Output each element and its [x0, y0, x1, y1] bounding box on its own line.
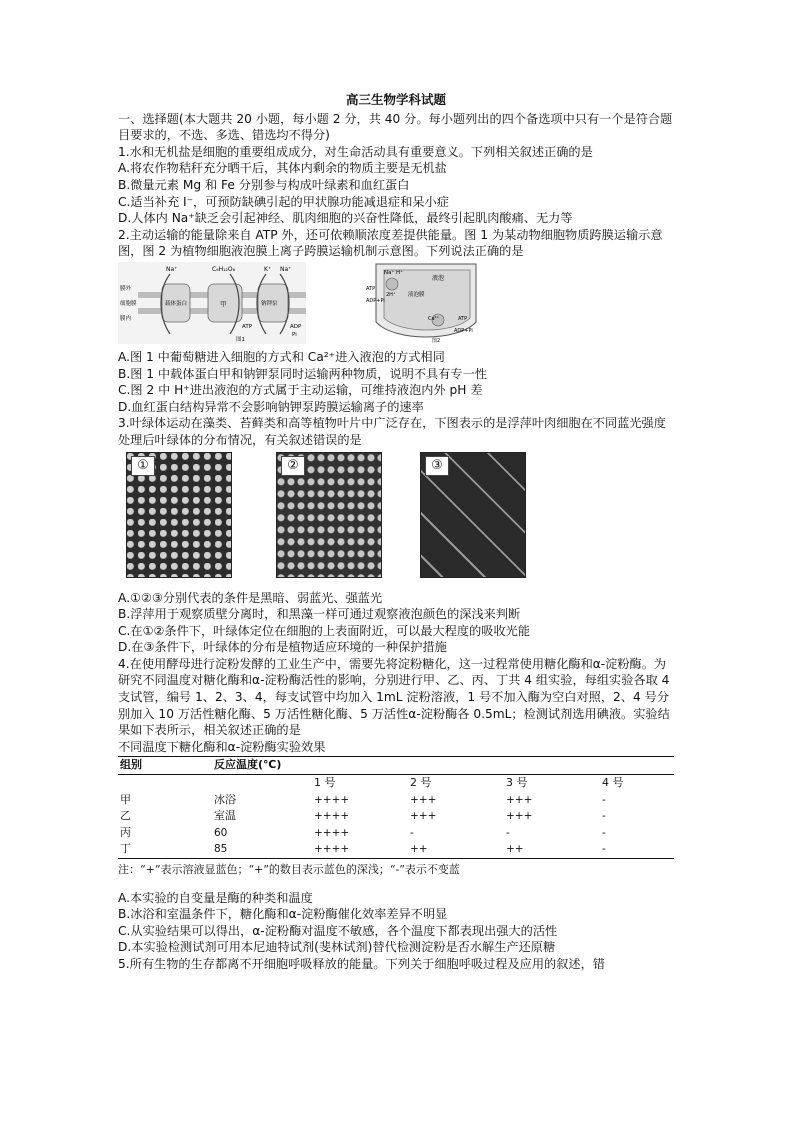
cell-tube-1: ++++ [312, 841, 408, 858]
cell-tube-1: ++++ [314, 810, 350, 823]
section-intro: 一、选择题(本大题共 20 小题，每小题 2 分，共 40 分。每小题列出的四个备选项中只有一个是符合题目要求的，不选、多选、错选均不得分) [118, 111, 673, 143]
question-3 [118, 415, 674, 656]
option-a: A.将农作物秸秆充分晒干后，其体内剩余的物质主要是无机盐 [118, 161, 447, 176]
option-b: B.图 1 中载体蛋白甲和钠钾泵同时运输两种物质，说明不具有专一性 [118, 366, 487, 381]
cell-tube-4: - [600, 841, 674, 858]
option-b: B.微量元素 Mg 和 Fe 分别参与构成叶绿素和血红蛋白 [118, 177, 410, 192]
label-na-2: Na⁺ [280, 265, 292, 273]
option-a: A.本实验的自变量是酶的种类和温度 [118, 890, 313, 905]
figure-2-caption: 图2 [432, 337, 441, 344]
cell-tube-3: - [506, 826, 510, 839]
label-na: Na⁺ [384, 269, 395, 276]
question-stem: 4.在使用酵母进行淀粉发酵的工业生产中，需要先将淀粉糖化，这一过程常使用糖化酶和α-淀粉酶。为研究不同温度对糖化酶和α-淀粉酶活性的影响，分别进行甲、乙、丙、丁共 4 组实验，每组实验各取 4 支试管，编号 1、2、3、4，每支试管中均加入 1mL 淀粉溶液，1 号不加入酶为空白对照，2、4 号分别加入 10 万活性糖化酶、5 万活性糖化酶、5 万活性α-淀粉酶各 0.5mL；检测试剂选用碘液。实验结果如下表所示，相关叙述正确的是 [118, 656, 670, 738]
label-vacuole: 液泡 [432, 274, 445, 282]
cell-tube-2: +++ [410, 793, 437, 806]
cell-temp: 冰浴 [214, 792, 236, 806]
page-title: 高三生物学科试题 [345, 92, 446, 107]
option-c: C.图 2 中 H⁺进出液泡的方式属于主动运输，可维持液泡内外 pH 差 [118, 383, 483, 398]
option-d: D.人体内 Na⁺缺乏会引起神经、肌肉细胞的兴奋性降低，最终引起肌肉酸痛、无力等 [118, 211, 573, 226]
cell-group: 丙 [120, 825, 131, 839]
figure-row [118, 262, 674, 346]
question-stem: 3.叶绿体运动在藻类、苔藓类和高等植物叶片中广泛存在，下图表示的是浮萍叶肉细胞在不同蓝光强度处理后叶绿体的分布情况，有关叙述错误的是 [118, 416, 666, 447]
label-pump: 钠钾泵 [261, 300, 278, 307]
header-tube-3: 3 号 [506, 776, 528, 790]
option-a: A.①②③分别代表的条件是黑暗、弱蓝光、强蓝光 [118, 590, 383, 605]
panel-label: ② [281, 456, 305, 476]
label-adp-2: ADP+Pi [454, 327, 473, 334]
label-atp-2: ATP [458, 315, 468, 322]
cell-group: 乙 [120, 809, 131, 823]
header-group: 组别 [118, 757, 212, 775]
cell-tube-4: - [602, 810, 606, 823]
label-outer: 膜外 [120, 285, 132, 292]
label-vacuole-membrane: 液泡膜 [408, 291, 425, 298]
question-1 [118, 144, 674, 227]
cell-tube-1: ++++ [314, 793, 350, 806]
label-k: K⁺ [264, 265, 272, 273]
cell-tube-2: ++ [408, 841, 504, 858]
question-stem: 2.主动运输的能量除来自 ATP 外，还可依赖顺浓度差提供能量。图 1 为某动物细胞物质跨膜运输示意图，图 2 为植物细胞液泡膜上离子跨膜运输机制示意图。下列说法正确的是 [118, 227, 663, 259]
table-row [118, 808, 674, 825]
panel-label: ③ [425, 456, 449, 476]
cell-tube-3: +++ [506, 793, 533, 806]
figure-1-caption: 图1 [236, 336, 245, 343]
option-d: D.本实验检测试剂可用本尼迪特试剂(斐林试剂)替代检测淀粉是否水解生产还原糖 [118, 940, 556, 955]
cell-tube-2: +++ [410, 810, 437, 823]
label-atp: ATP [242, 323, 253, 330]
question-2 [118, 227, 674, 416]
cell-group: 甲 [120, 792, 131, 806]
option-b: B.浮萍用于观察质壁分离时，和黑藻一样可通过观察液泡颜色的深浅来判断 [118, 607, 521, 622]
table-note: 注：“+”表示溶液显蓝色；“+”的数目表示蓝色的深浅；“-”表示不变蓝 [118, 863, 460, 876]
table-header-row [118, 757, 674, 775]
option-b: B.冰浴和室温条件下，糖化酶和α-淀粉酶催化效率差异不明显 [118, 907, 448, 922]
cell-tube-3: ++ [504, 841, 600, 858]
micrograph-3 [420, 452, 526, 578]
label-adp: ADP [290, 323, 302, 330]
cell-temp: 85 [212, 841, 312, 858]
question-5 [118, 956, 674, 973]
cell-tube-1: ++++ [314, 826, 350, 839]
table-row [118, 792, 674, 809]
label-h: H⁺ [396, 269, 404, 276]
panel-label: ① [131, 456, 155, 476]
label-2h: 2H⁺ [386, 291, 396, 298]
table-row [118, 825, 674, 842]
table-subheader-row [118, 775, 674, 792]
cell-tube-3: +++ [506, 810, 533, 823]
header-tube-1: 1 号 [314, 776, 336, 790]
question-stem: 5.所有生物的生存都离不开细胞呼吸释放的能量。下列关于细胞呼吸过程及应用的叙述，错 [118, 956, 605, 971]
cell-temp: 室温 [214, 809, 236, 823]
option-c: C.在①②条件下，叶绿体定位在细胞的上表面附近，可以最大程度的吸收光能 [118, 623, 531, 638]
cell-tube-4: - [602, 793, 606, 806]
header-tube-4: 4 号 [602, 776, 624, 790]
figure-2-vacuole-transport [366, 262, 486, 344]
label-membrane: 细胞膜 [120, 300, 137, 307]
exam-page [118, 92, 674, 973]
experiment-table [118, 756, 674, 859]
table-title: 不同温度下糖化酶和α-淀粉酶实验效果 [118, 739, 326, 754]
cell-temp: 60 [214, 826, 228, 839]
option-d: D.在③条件下，叶绿体的分布是植物适应环境的一种保护措施 [118, 640, 447, 655]
header-temp: 反应温度(℃) [212, 757, 312, 775]
label-na: Na⁺ [166, 265, 178, 273]
label-ca: Ca²⁺ [428, 315, 440, 322]
label-glucose: C₆H₁₂O₆ [212, 265, 236, 273]
micrograph-row [118, 452, 674, 586]
micrograph-2 [276, 452, 382, 578]
figure-1-membrane-transport [118, 262, 306, 344]
label-adp: ADP+Pi [366, 297, 385, 304]
question-stem: 1.水和无机盐是细胞的重要组成成分，对生命活动具有重要意义。下列相关叙述正确的是 [118, 144, 593, 159]
option-c: C.从实验结果可以得出，α-淀粉酶对温度不敏感，各个温度下都表现出强大的活性 [118, 923, 558, 938]
header-tube-2: 2 号 [410, 776, 432, 790]
micrograph-1 [126, 452, 232, 578]
cell-tube-4: - [602, 826, 606, 839]
label-inner: 膜内 [120, 315, 132, 322]
label-carrier: 载体蛋白 [165, 300, 188, 307]
label-atp: ATP [366, 285, 376, 292]
option-d: D.血红蛋白结构异常不会影响钠钾泵跨膜运输离子的速率 [118, 399, 424, 414]
question-4 [118, 656, 674, 956]
cell-tube-2: - [410, 826, 414, 839]
cell-group: 丁 [118, 841, 212, 858]
label-pi: Pi [292, 331, 297, 338]
option-a: A.图 1 中葡萄糖进入细胞的方式和 Ca²⁺进入液泡的方式相同 [118, 349, 445, 364]
option-c: C.适当补充 I⁻，可预防缺碘引起的甲状腺功能减退症和呆小症 [118, 194, 449, 209]
table-row [118, 841, 674, 858]
label-jia: 甲 [220, 299, 227, 308]
